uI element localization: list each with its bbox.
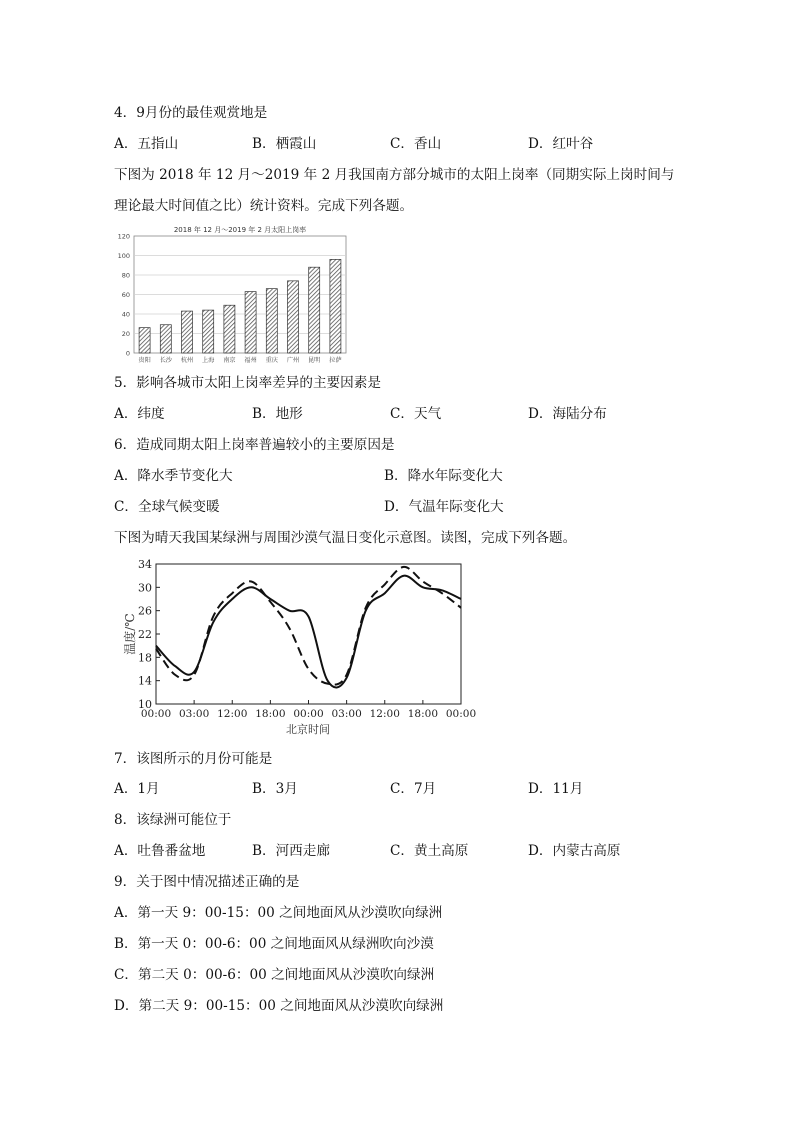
q7-option-b: B．3月: [252, 781, 298, 797]
bar: [203, 310, 214, 353]
bar: [287, 281, 298, 353]
intro1-line1: 下图为 2018 年 12 月～2019 年 2 月我国南方部分城市的太阳上岗率（同期实际上岗时间与: [114, 167, 675, 183]
y-tick-label: 40: [121, 310, 130, 319]
q8-option-b: B．河西走廊: [252, 843, 330, 859]
q5-stem: 5．影响各城市太阳上岗率差异的主要因素是: [114, 375, 381, 391]
q5-option-b: B．地形: [252, 406, 303, 422]
x-tick-label: 重庆: [265, 357, 278, 364]
q9-option-d: D．第二天 9：00-15：00 之间地面风从沙漠吹向绿洲: [114, 998, 444, 1014]
q9-option-c: C．第二天 0：00-6：00 之间地面风从沙漠吹向绿洲: [114, 967, 435, 983]
q4-stem: 4．9月份的最佳观赏地是: [114, 105, 268, 121]
x-tick-label: 00:00: [140, 708, 172, 720]
x-tick-label: 昆明: [308, 357, 321, 364]
y-tick-label: 34: [138, 558, 152, 571]
y-tick-label: 14: [138, 674, 152, 688]
x-tick-label: 18:00: [407, 708, 439, 720]
y-tick-label: 100: [117, 252, 130, 260]
q4-option-c: C．香山: [390, 136, 442, 152]
plot-frame: [156, 564, 461, 704]
q7-stem: 7．该图所示的月份可能是: [114, 751, 273, 767]
q5-option-a: A．纬度: [114, 406, 165, 422]
bar: [224, 305, 235, 353]
q8-option-c: C．黄土高原: [390, 843, 469, 859]
q8-stem: 8．该绿洲可能位于: [114, 812, 232, 828]
q7-option-a: A．1月: [114, 781, 160, 797]
x-tick-label: 03:00: [178, 708, 210, 720]
x-tick-label: 贵阳: [138, 357, 151, 364]
q4-option-a: A．五指山: [114, 136, 179, 152]
q6-option-b: B．降水年际变化大: [384, 468, 503, 484]
y-tick-label: 10: [138, 698, 152, 711]
q9-option-b: B．第一天 0：00-6：00 之间地面风从绿洲吹向沙漠: [114, 936, 434, 952]
q7-option-c: C．7月: [390, 781, 437, 797]
y-tick-label: 120: [117, 232, 130, 241]
y-tick-label: 18: [138, 651, 152, 665]
temperature-line-chart: [112, 556, 482, 740]
y-tick-label: 30: [138, 581, 152, 595]
q5-option-c: C．天气: [390, 406, 442, 422]
x-tick-label: 南京: [223, 357, 236, 364]
bar: [330, 259, 341, 353]
x-tick-label: 03:00: [331, 708, 362, 720]
q8-option-d: D．内蒙古高原: [528, 843, 621, 859]
x-tick-label: 18:00: [255, 708, 286, 720]
bar: [160, 325, 171, 353]
x-tick-label: 00:00: [293, 708, 324, 720]
q4-option-d: D．红叶谷: [528, 136, 594, 152]
x-tick-label: 福州: [244, 357, 257, 364]
y-tick-label: 20: [121, 330, 130, 338]
solid-series-line: [156, 576, 461, 688]
bar: [245, 292, 256, 353]
dashed-series-line: [156, 567, 461, 685]
q8-option-a: A．吐鲁番盆地: [114, 843, 206, 859]
q5-option-d: D．海陆分布: [528, 406, 607, 422]
q6-option-a: A．降水季节变化大: [114, 468, 233, 484]
x-tick-label: 广州: [286, 357, 300, 364]
x-tick-label: 12:00: [217, 708, 248, 720]
x-tick-label: 杭州: [180, 357, 194, 364]
q4-option-b: B．栖霞山: [252, 136, 317, 152]
y-tick-label: 26: [138, 604, 152, 618]
q9-stem: 9．关于图中情况描述正确的是: [114, 874, 300, 890]
y-tick-label: 0: [125, 349, 130, 358]
x-axis-label: 北京时间: [286, 723, 330, 736]
y-axis-label: 温度/℃: [123, 613, 137, 655]
intro2: 下图为晴天我国某绿洲与周围沙漠气温日变化示意图。读图，完成下列各题。: [114, 530, 577, 546]
bar: [181, 311, 192, 353]
x-tick-label: 拉萨: [329, 357, 342, 364]
q6-option-c: C．全球气候变暖: [114, 499, 220, 515]
intro1-line2: 理论最大时间值之比）统计资料。完成下列各题。: [114, 198, 414, 214]
bar: [266, 289, 277, 353]
q6-option-d: D．气温年际变化大: [384, 499, 504, 515]
x-tick-label: 长沙: [159, 357, 172, 364]
y-tick-label: 22: [138, 628, 152, 641]
q9-option-a: A．第一天 9：00-15：00 之间地面风从沙漠吹向绿洲: [114, 905, 443, 921]
x-tick-label: 上海: [202, 357, 215, 364]
q7-option-d: D．11月: [528, 781, 584, 797]
q6-stem: 6．造成同期太阳上岗率普遍较小的主要原因是: [114, 437, 395, 453]
bar: [139, 328, 150, 353]
y-tick-label: 60: [121, 291, 130, 299]
x-tick-label: 12:00: [369, 708, 400, 720]
sunshine-rate-bar-chart: [112, 224, 352, 366]
chart-title: 2018 年 12 月～2019 年 2 月太阳上岗率: [173, 226, 307, 234]
y-tick-label: 80: [121, 271, 130, 280]
bar: [309, 267, 320, 353]
x-tick-label: 00:00: [445, 708, 477, 720]
